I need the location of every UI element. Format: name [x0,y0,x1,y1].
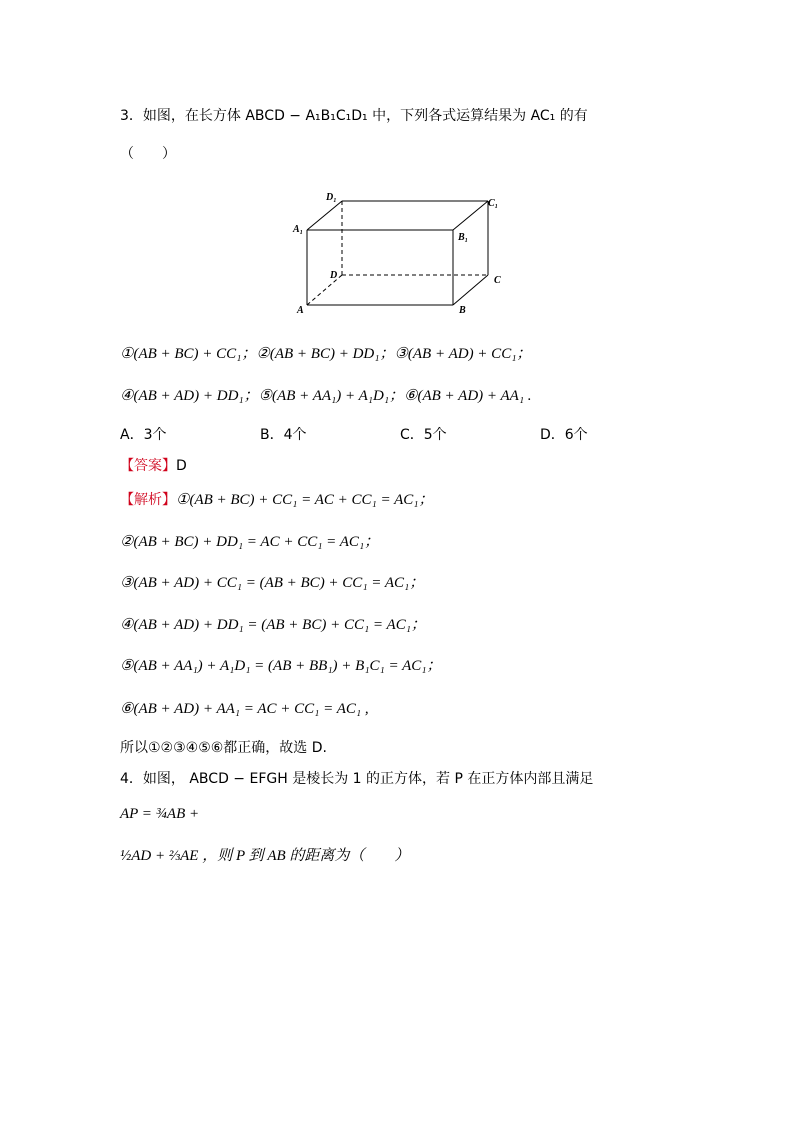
label-C1: C₁ [488,198,499,209]
choice-b: B．4个 [260,427,307,443]
cuboid-diagram [290,186,510,318]
analysis-step-5: ⑤(AB + AA₁) + A₁D₁ = (AB + BB₁) + B₁C₁ = AC₁； [120,658,442,674]
q3-options-row2: ④(AB + AD) + DD₁；⑤(AB + AA₁) + A₁D₁；⑥(AB + AD) + AA₁ . [120,388,532,404]
label-B1: B₁ [458,232,469,243]
choice-c: C．5个 [400,427,447,443]
q4-formula-line1: AP = ¾AB + [120,806,200,822]
analysis-step-6: ⑥(AB + AD) + AA₁ = AC + CC₁ = AC₁ , [120,701,369,717]
analysis-step-2: ②(AB + BC) + DD₁ = AC + CC₁ = AC₁； [120,534,380,550]
q3-options-row1: ①(AB + BC) + CC₁；②(AB + BC) + DD₁；③(AB + AD) + CC₁； [120,346,532,362]
analysis-step-3: ③(AB + AD) + CC₁ = (AB + BC) + CC₁ = AC₁； [120,575,425,591]
label-C: C [494,275,501,286]
analysis-step-4: ④(AB + AD) + DD₁ = (AB + BC) + CC₁ = AC₁； [120,617,426,633]
label-D1: D₁ [326,192,337,203]
q3-stem: 3．如图，在长方体 ABCD − A₁B₁C₁D₁ 中，下列各式运算结果为 AC₁ 的有 [120,108,588,124]
answer-line [120,456,187,476]
answer-value: D [176,458,187,474]
label-A1: A₁ [293,224,304,235]
q4-formula-line2: ½AD + ⅔AE ，则 P 到 AB 的距离为（ ） [120,848,410,864]
label-D: D [330,270,338,281]
analysis-step-1: ①(AB + BC) + CC₁ = AC + CC₁ = AC₁； [176,492,434,508]
choice-a: A．3个 [120,427,167,443]
cuboid-figure [290,186,510,322]
analysis-line-1 [120,490,434,510]
q3-paren: （ ） [120,146,176,162]
label-A: A [297,305,304,316]
q3-conclusion: 所以①②③④⑤⑥都正确，故选 D. [120,740,327,756]
label-B: B [459,305,466,316]
q4-stem: 4．如图， ABCD − EFGH 是棱长为 1 的正方体，若 P 在正方体内部且满足 [120,771,594,787]
choice-d: D．6个 [540,427,588,443]
analysis-label: 【解析】 [120,492,176,508]
answer-label: 【答案】 [120,458,176,474]
